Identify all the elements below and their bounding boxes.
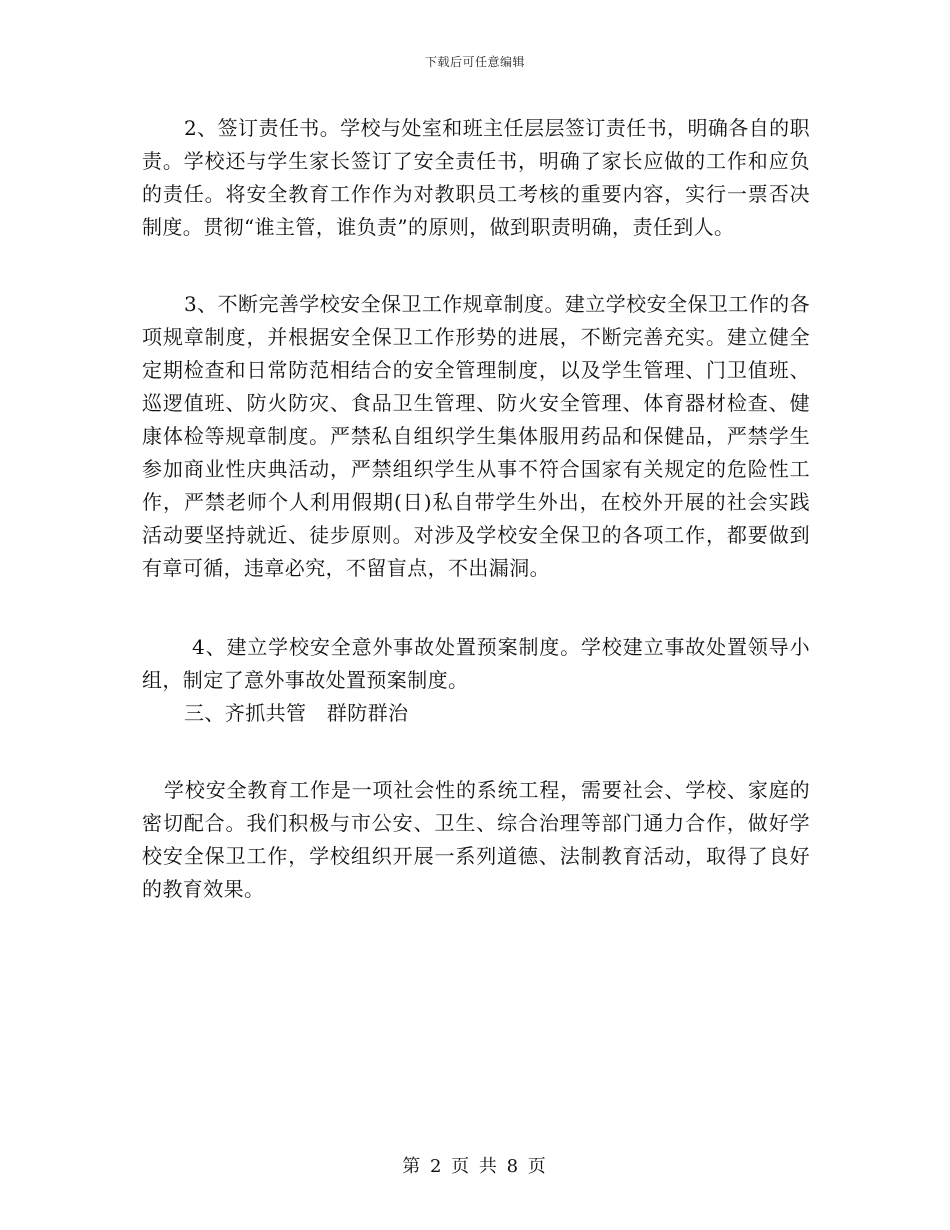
section-heading: 三、齐抓共管 群防群治 — [184, 701, 409, 725]
paragraph-accident-plan: 4、建立学校安全意外事故处置预案制度。学校建立事故处置领导小组，制定了意外事故处置预案制度。 — [142, 635, 810, 692]
page-number-footer: 第 2 页 共 8 页 — [402, 1156, 548, 1177]
document-body — [142, 112, 810, 906]
paragraph-social-cooperation: 学校安全教育工作是一项社会性的系统工程，需要社会、学校、家庭的密切配合。我们积极与市公安、卫生、综合治理等部门通力合作，做好学校安全保卫工作，学校组织开展一系列道德、法制教育活动，取得了良好的教育效果。 — [142, 778, 810, 901]
paragraph-responsibility-letter: 2、签订责任书。学校与处室和班主任层层签订责任书，明确各自的职责。学校还与学生家长签订了安全责任书，明确了家长应做的工作和应负的责任。将安全教育工作作为对教职员工考核的重要内容，实行一票否决制度。贯彻“谁主管，谁负责”的原则，做到职责明确，责任到人。 — [142, 116, 810, 239]
paragraph-security-rules: 3、不断完善学校安全保卫工作规章制度。建立学校安全保卫工作的各项规章制度，并根据安全保卫工作形势的进展，不断完善充实。建立健全定期检查和日常防范相结合的安全管理制度，以及学生管理、门卫值班、巡逻值班、防火防灾、食品卫生管理、防火安全管理、体育器材检查、健康体检等规章制度。严禁私自组织学生集体服用药品和保健品，严禁学生参加商业性庆典活动，严禁组织学生从事不符合国家有关规定的危险性工作，严禁老师个人利用假期(日)私自带学生外出，在校外开展的社会实践活动要坚持就近、徒步原则。对涉及学校安全保卫的各项工作，都要做到有章可循，违章必究，不留盲点，不出漏洞。 — [142, 292, 810, 580]
page-header: 下载后可任意编辑 — [424, 55, 525, 69]
